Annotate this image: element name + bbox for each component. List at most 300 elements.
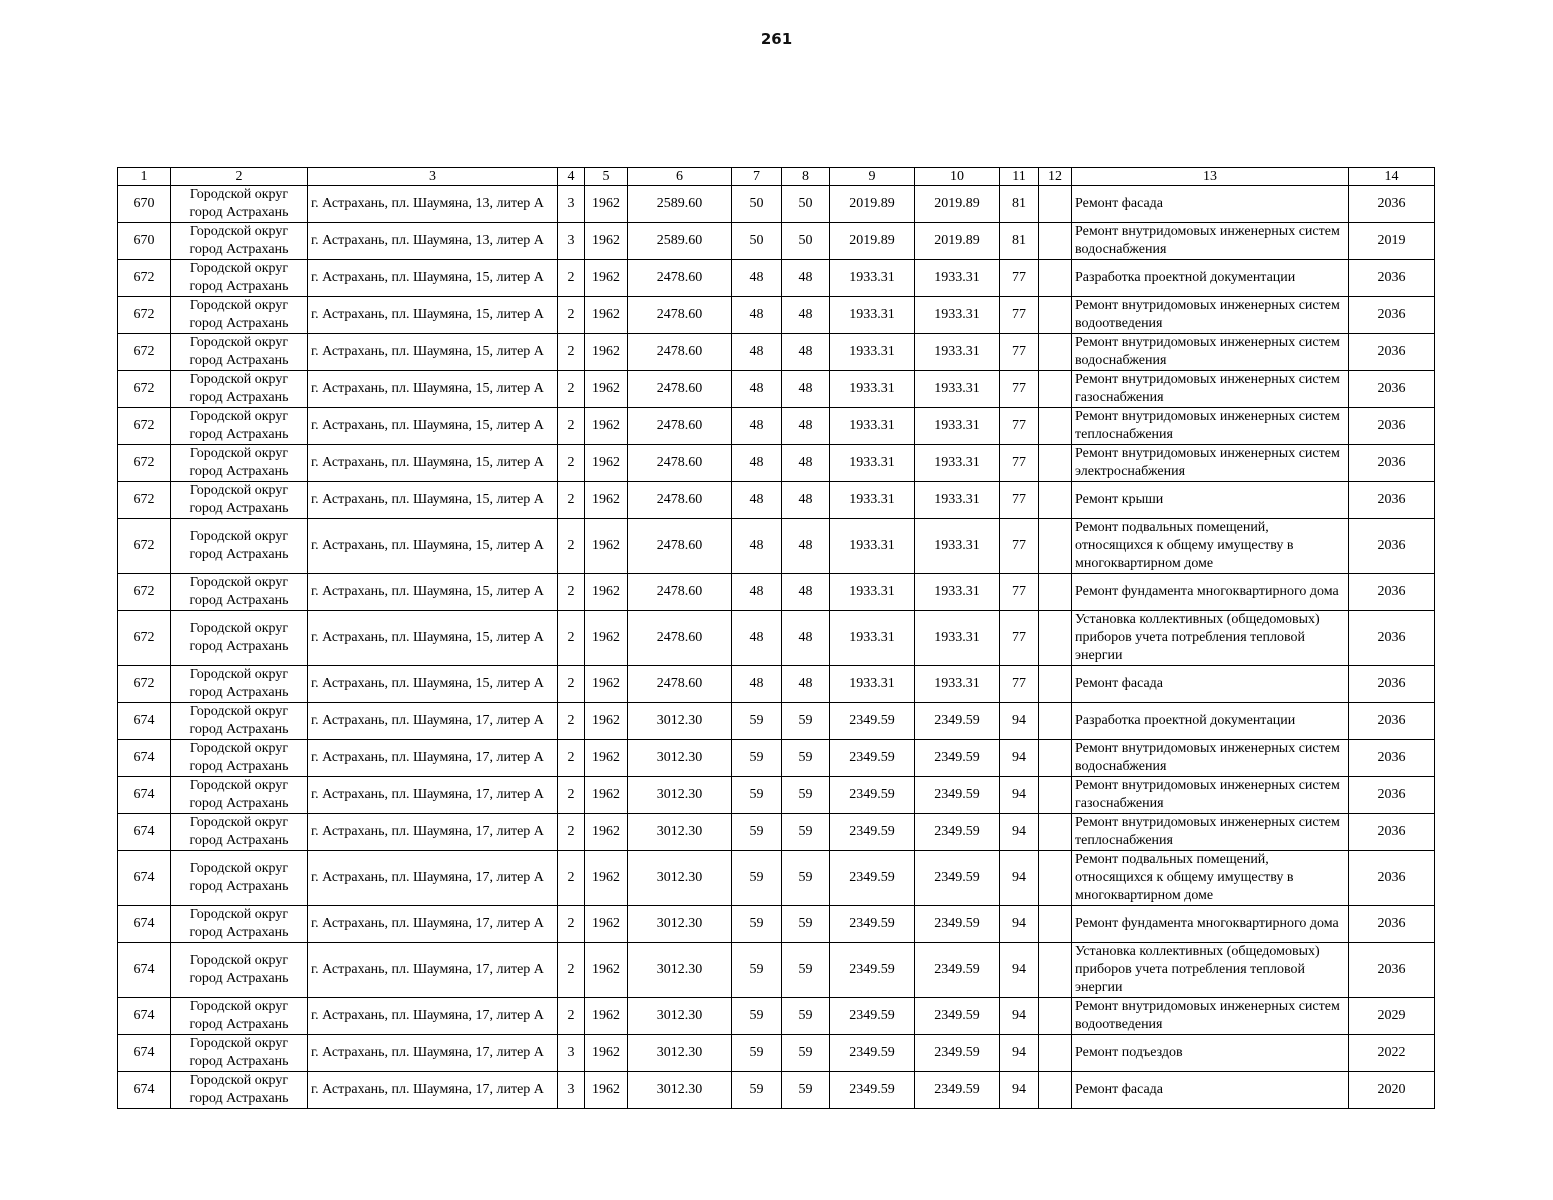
cell-planned-year: 2036	[1349, 611, 1435, 666]
cell-col-9: 2349.59	[830, 777, 915, 814]
cell-col-12	[1039, 371, 1072, 408]
column-header: 4	[558, 168, 585, 186]
cell-number: 672	[118, 445, 171, 482]
cell-municipality: Городской округ город Астрахань	[171, 998, 308, 1035]
cell-area: 3012.30	[628, 1072, 732, 1109]
cell-col-12	[1039, 519, 1072, 574]
cell-col-7: 59	[732, 703, 782, 740]
cell-col-12	[1039, 482, 1072, 519]
cell-col-7: 59	[732, 777, 782, 814]
table-row	[118, 666, 1435, 703]
cell-col-4: 2	[558, 519, 585, 574]
cell-municipality: Городской округ город Астрахань	[171, 574, 308, 611]
cell-planned-year: 2036	[1349, 574, 1435, 611]
cell-col-4: 2	[558, 611, 585, 666]
cell-area: 2478.60	[628, 666, 732, 703]
register-table	[117, 167, 1435, 1109]
cell-number: 672	[118, 482, 171, 519]
cell-address: г. Астрахань, пл. Шаумяна, 15, литер А	[308, 445, 558, 482]
cell-address: г. Астрахань, пл. Шаумяна, 13, литер А	[308, 223, 558, 260]
cell-col-11: 94	[1000, 998, 1039, 1035]
cell-year-built: 1962	[585, 297, 628, 334]
cell-col-7: 59	[732, 851, 782, 906]
column-header: 7	[732, 168, 782, 186]
cell-year-built: 1962	[585, 906, 628, 943]
cell-year-built: 1962	[585, 1035, 628, 1072]
cell-col-4: 2	[558, 777, 585, 814]
cell-col-11: 77	[1000, 611, 1039, 666]
cell-col-7: 48	[732, 334, 782, 371]
cell-address: г. Астрахань, пл. Шаумяна, 15, литер А	[308, 482, 558, 519]
cell-planned-year: 2036	[1349, 666, 1435, 703]
cell-planned-year: 2036	[1349, 260, 1435, 297]
cell-year-built: 1962	[585, 740, 628, 777]
table-row	[118, 611, 1435, 666]
cell-municipality: Городской округ город Астрахань	[171, 740, 308, 777]
cell-area: 2478.60	[628, 260, 732, 297]
column-header: 1	[118, 168, 171, 186]
cell-col-10: 2349.59	[915, 943, 1000, 998]
cell-col-12	[1039, 445, 1072, 482]
cell-col-7: 48	[732, 408, 782, 445]
column-header: 3	[308, 168, 558, 186]
cell-col-12	[1039, 1035, 1072, 1072]
cell-col-4: 2	[558, 371, 585, 408]
cell-col-9: 2019.89	[830, 186, 915, 223]
cell-col-11: 94	[1000, 851, 1039, 906]
cell-col-7: 50	[732, 223, 782, 260]
cell-col-7: 59	[732, 943, 782, 998]
cell-col-10: 1933.31	[915, 260, 1000, 297]
cell-address: г. Астрахань, пл. Шаумяна, 15, литер А	[308, 666, 558, 703]
cell-col-4: 2	[558, 814, 585, 851]
cell-col-9: 2349.59	[830, 851, 915, 906]
cell-col-10: 2349.59	[915, 851, 1000, 906]
cell-col-12	[1039, 574, 1072, 611]
cell-col-4: 2	[558, 851, 585, 906]
cell-col-9: 2349.59	[830, 1072, 915, 1109]
cell-municipality: Городской округ город Астрахань	[171, 943, 308, 998]
cell-col-9: 1933.31	[830, 445, 915, 482]
cell-col-9: 2349.59	[830, 1035, 915, 1072]
cell-col-8: 48	[782, 445, 830, 482]
cell-col-10: 1933.31	[915, 482, 1000, 519]
cell-year-built: 1962	[585, 574, 628, 611]
cell-number: 674	[118, 1035, 171, 1072]
table-row	[118, 740, 1435, 777]
cell-col-7: 48	[732, 371, 782, 408]
column-header: 11	[1000, 168, 1039, 186]
cell-work-type: Ремонт подвальных помещений, относящихся к общему имуществу в многоквартирном доме	[1072, 851, 1349, 906]
cell-col-9: 2349.59	[830, 906, 915, 943]
cell-col-7: 48	[732, 482, 782, 519]
cell-planned-year: 2019	[1349, 223, 1435, 260]
cell-col-4: 2	[558, 574, 585, 611]
cell-work-type: Ремонт внутридомовых инженерных систем водоснабжения	[1072, 740, 1349, 777]
cell-col-11: 94	[1000, 1035, 1039, 1072]
cell-col-7: 48	[732, 611, 782, 666]
cell-col-11: 94	[1000, 703, 1039, 740]
cell-planned-year: 2036	[1349, 740, 1435, 777]
cell-col-9: 1933.31	[830, 611, 915, 666]
cell-number: 674	[118, 1072, 171, 1109]
table-row	[118, 703, 1435, 740]
cell-col-9: 2349.59	[830, 998, 915, 1035]
table-row	[118, 223, 1435, 260]
cell-col-10: 1933.31	[915, 408, 1000, 445]
cell-col-10: 2349.59	[915, 740, 1000, 777]
cell-municipality: Городской округ город Астрахань	[171, 703, 308, 740]
cell-work-type: Ремонт внутридомовых инженерных систем водоснабжения	[1072, 334, 1349, 371]
cell-address: г. Астрахань, пл. Шаумяна, 17, литер А	[308, 906, 558, 943]
cell-col-7: 59	[732, 1035, 782, 1072]
cell-col-8: 50	[782, 186, 830, 223]
cell-planned-year: 2036	[1349, 445, 1435, 482]
cell-col-8: 59	[782, 703, 830, 740]
cell-col-8: 48	[782, 334, 830, 371]
cell-work-type: Установка коллективных (общедомовых) приборов учета потребления тепловой энергии	[1072, 611, 1349, 666]
cell-area: 3012.30	[628, 943, 732, 998]
cell-number: 674	[118, 740, 171, 777]
cell-col-9: 1933.31	[830, 666, 915, 703]
cell-work-type: Установка коллективных (общедомовых) приборов учета потребления тепловой энергии	[1072, 943, 1349, 998]
cell-planned-year: 2036	[1349, 371, 1435, 408]
cell-col-10: 2349.59	[915, 1035, 1000, 1072]
column-header: 5	[585, 168, 628, 186]
cell-address: г. Астрахань, пл. Шаумяна, 13, литер А	[308, 186, 558, 223]
cell-col-11: 81	[1000, 186, 1039, 223]
cell-col-7: 50	[732, 186, 782, 223]
cell-year-built: 1962	[585, 943, 628, 998]
cell-planned-year: 2020	[1349, 1072, 1435, 1109]
cell-col-9: 1933.31	[830, 482, 915, 519]
cell-col-8: 48	[782, 519, 830, 574]
cell-col-9: 1933.31	[830, 574, 915, 611]
cell-municipality: Городской округ город Астрахань	[171, 777, 308, 814]
table-row	[118, 334, 1435, 371]
cell-col-10: 1933.31	[915, 334, 1000, 371]
cell-planned-year: 2036	[1349, 297, 1435, 334]
cell-area: 2478.60	[628, 334, 732, 371]
cell-col-8: 48	[782, 611, 830, 666]
cell-col-8: 59	[782, 998, 830, 1035]
cell-col-12	[1039, 186, 1072, 223]
cell-area: 2478.60	[628, 408, 732, 445]
table-row	[118, 260, 1435, 297]
cell-address: г. Астрахань, пл. Шаумяна, 15, литер А	[308, 408, 558, 445]
cell-work-type: Разработка проектной документации	[1072, 703, 1349, 740]
cell-number: 672	[118, 611, 171, 666]
cell-area: 3012.30	[628, 703, 732, 740]
table-row	[118, 1072, 1435, 1109]
cell-col-8: 59	[782, 814, 830, 851]
cell-col-11: 77	[1000, 408, 1039, 445]
cell-col-4: 2	[558, 906, 585, 943]
cell-area: 3012.30	[628, 777, 732, 814]
cell-address: г. Астрахань, пл. Шаумяна, 17, литер А	[308, 998, 558, 1035]
cell-address: г. Астрахань, пл. Шаумяна, 17, литер А	[308, 1072, 558, 1109]
cell-col-8: 59	[782, 906, 830, 943]
cell-area: 3012.30	[628, 1035, 732, 1072]
cell-year-built: 1962	[585, 851, 628, 906]
cell-address: г. Астрахань, пл. Шаумяна, 15, литер А	[308, 297, 558, 334]
cell-address: г. Астрахань, пл. Шаумяна, 17, литер А	[308, 740, 558, 777]
cell-col-10: 2349.59	[915, 703, 1000, 740]
cell-col-10: 1933.31	[915, 666, 1000, 703]
cell-planned-year: 2036	[1349, 334, 1435, 371]
cell-address: г. Астрахань, пл. Шаумяна, 15, литер А	[308, 611, 558, 666]
cell-col-10: 2349.59	[915, 814, 1000, 851]
cell-col-12	[1039, 666, 1072, 703]
cell-municipality: Городской округ город Астрахань	[171, 666, 308, 703]
cell-col-7: 48	[732, 297, 782, 334]
cell-year-built: 1962	[585, 814, 628, 851]
cell-year-built: 1962	[585, 408, 628, 445]
cell-work-type: Ремонт внутридомовых инженерных систем газоснабжения	[1072, 777, 1349, 814]
cell-address: г. Астрахань, пл. Шаумяна, 17, литер А	[308, 777, 558, 814]
cell-col-4: 3	[558, 186, 585, 223]
cell-work-type: Ремонт фасада	[1072, 1072, 1349, 1109]
cell-col-8: 59	[782, 1035, 830, 1072]
cell-work-type: Ремонт крыши	[1072, 482, 1349, 519]
table-row	[118, 297, 1435, 334]
cell-col-11: 77	[1000, 297, 1039, 334]
cell-col-8: 48	[782, 371, 830, 408]
cell-col-10: 2349.59	[915, 906, 1000, 943]
cell-municipality: Городской округ город Астрахань	[171, 408, 308, 445]
column-header: 8	[782, 168, 830, 186]
cell-number: 670	[118, 186, 171, 223]
cell-address: г. Астрахань, пл. Шаумяна, 17, литер А	[308, 851, 558, 906]
cell-area: 2478.60	[628, 482, 732, 519]
cell-col-4: 3	[558, 1035, 585, 1072]
cell-municipality: Городской округ город Астрахань	[171, 814, 308, 851]
cell-municipality: Городской округ город Астрахань	[171, 611, 308, 666]
cell-number: 674	[118, 943, 171, 998]
cell-work-type: Ремонт внутридомовых инженерных систем водоснабжения	[1072, 223, 1349, 260]
cell-work-type: Разработка проектной документации	[1072, 260, 1349, 297]
cell-area: 3012.30	[628, 851, 732, 906]
cell-area: 3012.30	[628, 740, 732, 777]
cell-work-type: Ремонт фундамента многоквартирного дома	[1072, 906, 1349, 943]
cell-area: 3012.30	[628, 998, 732, 1035]
cell-col-4: 3	[558, 1072, 585, 1109]
cell-year-built: 1962	[585, 611, 628, 666]
cell-municipality: Городской округ город Астрахань	[171, 851, 308, 906]
cell-planned-year: 2036	[1349, 943, 1435, 998]
cell-col-11: 77	[1000, 260, 1039, 297]
cell-col-7: 59	[732, 740, 782, 777]
cell-col-12	[1039, 703, 1072, 740]
cell-address: г. Астрахань, пл. Шаумяна, 15, литер А	[308, 574, 558, 611]
cell-area: 3012.30	[628, 814, 732, 851]
cell-municipality: Городской округ город Астрахань	[171, 445, 308, 482]
cell-col-12	[1039, 334, 1072, 371]
cell-number: 672	[118, 297, 171, 334]
cell-planned-year: 2029	[1349, 998, 1435, 1035]
cell-col-7: 48	[732, 519, 782, 574]
cell-work-type: Ремонт фундамента многоквартирного дома	[1072, 574, 1349, 611]
cell-area: 2478.60	[628, 611, 732, 666]
cell-col-10: 2349.59	[915, 998, 1000, 1035]
cell-col-8: 48	[782, 260, 830, 297]
cell-area: 2478.60	[628, 297, 732, 334]
column-header: 12	[1039, 168, 1072, 186]
column-header: 13	[1072, 168, 1349, 186]
cell-col-12	[1039, 943, 1072, 998]
cell-number: 672	[118, 334, 171, 371]
cell-col-11: 77	[1000, 666, 1039, 703]
cell-col-8: 48	[782, 482, 830, 519]
cell-col-4: 2	[558, 703, 585, 740]
cell-year-built: 1962	[585, 445, 628, 482]
table-row	[118, 482, 1435, 519]
cell-planned-year: 2036	[1349, 519, 1435, 574]
cell-area: 2478.60	[628, 445, 732, 482]
cell-number: 672	[118, 519, 171, 574]
cell-address: г. Астрахань, пл. Шаумяна, 15, литер А	[308, 371, 558, 408]
cell-work-type: Ремонт фасада	[1072, 186, 1349, 223]
cell-col-9: 2349.59	[830, 814, 915, 851]
cell-col-4: 3	[558, 223, 585, 260]
cell-area: 2589.60	[628, 186, 732, 223]
cell-planned-year: 2036	[1349, 906, 1435, 943]
cell-col-10: 1933.31	[915, 611, 1000, 666]
column-header: 14	[1349, 168, 1435, 186]
column-number-row	[118, 168, 1435, 186]
table-row	[118, 851, 1435, 906]
cell-work-type: Ремонт внутридомовых инженерных систем водоотведения	[1072, 297, 1349, 334]
cell-number: 672	[118, 574, 171, 611]
cell-municipality: Городской округ город Астрахань	[171, 186, 308, 223]
cell-address: г. Астрахань, пл. Шаумяна, 15, литер А	[308, 519, 558, 574]
table-row	[118, 574, 1435, 611]
cell-col-10: 2019.89	[915, 186, 1000, 223]
cell-number: 670	[118, 223, 171, 260]
cell-area: 2478.60	[628, 371, 732, 408]
cell-municipality: Городской округ город Астрахань	[171, 482, 308, 519]
cell-col-10: 1933.31	[915, 574, 1000, 611]
cell-col-9: 1933.31	[830, 408, 915, 445]
cell-col-11: 94	[1000, 1072, 1039, 1109]
cell-number: 674	[118, 814, 171, 851]
cell-year-built: 1962	[585, 1072, 628, 1109]
table-row	[118, 186, 1435, 223]
cell-col-11: 94	[1000, 777, 1039, 814]
cell-col-9: 1933.31	[830, 334, 915, 371]
table-row	[118, 1035, 1435, 1072]
column-header: 6	[628, 168, 732, 186]
cell-col-10: 1933.31	[915, 445, 1000, 482]
cell-col-10: 2349.59	[915, 1072, 1000, 1109]
cell-col-4: 2	[558, 334, 585, 371]
cell-col-12	[1039, 777, 1072, 814]
cell-col-8: 48	[782, 666, 830, 703]
cell-col-9: 1933.31	[830, 260, 915, 297]
cell-municipality: Городской округ город Астрахань	[171, 519, 308, 574]
cell-col-11: 94	[1000, 740, 1039, 777]
cell-col-12	[1039, 998, 1072, 1035]
cell-planned-year: 2036	[1349, 482, 1435, 519]
cell-col-4: 2	[558, 666, 585, 703]
cell-address: г. Астрахань, пл. Шаумяна, 17, литер А	[308, 703, 558, 740]
cell-municipality: Городской округ город Астрахань	[171, 260, 308, 297]
cell-year-built: 1962	[585, 223, 628, 260]
cell-municipality: Городской округ город Астрахань	[171, 297, 308, 334]
cell-number: 674	[118, 777, 171, 814]
cell-area: 3012.30	[628, 906, 732, 943]
cell-col-11: 77	[1000, 482, 1039, 519]
cell-planned-year: 2036	[1349, 814, 1435, 851]
page-number: 261	[760, 30, 793, 48]
cell-year-built: 1962	[585, 666, 628, 703]
cell-col-12	[1039, 223, 1072, 260]
cell-number: 674	[118, 998, 171, 1035]
cell-col-9: 1933.31	[830, 519, 915, 574]
cell-address: г. Астрахань, пл. Шаумяна, 17, литер А	[308, 1035, 558, 1072]
cell-col-7: 48	[732, 574, 782, 611]
cell-col-7: 59	[732, 906, 782, 943]
cell-work-type: Ремонт внутридомовых инженерных систем газоснабжения	[1072, 371, 1349, 408]
table-row	[118, 906, 1435, 943]
cell-work-type: Ремонт подвальных помещений, относящихся к общему имуществу в многоквартирном доме	[1072, 519, 1349, 574]
cell-col-11: 94	[1000, 814, 1039, 851]
cell-col-11: 77	[1000, 445, 1039, 482]
cell-col-12	[1039, 1072, 1072, 1109]
cell-year-built: 1962	[585, 519, 628, 574]
cell-col-9: 2349.59	[830, 703, 915, 740]
cell-col-12	[1039, 297, 1072, 334]
cell-year-built: 1962	[585, 998, 628, 1035]
column-header: 2	[171, 168, 308, 186]
cell-col-11: 94	[1000, 943, 1039, 998]
cell-year-built: 1962	[585, 371, 628, 408]
table-row	[118, 814, 1435, 851]
cell-number: 674	[118, 703, 171, 740]
cell-col-12	[1039, 260, 1072, 297]
cell-year-built: 1962	[585, 482, 628, 519]
cell-year-built: 1962	[585, 777, 628, 814]
cell-number: 672	[118, 371, 171, 408]
table-row	[118, 408, 1435, 445]
cell-col-11: 77	[1000, 334, 1039, 371]
cell-col-8: 59	[782, 851, 830, 906]
cell-area: 2478.60	[628, 519, 732, 574]
cell-col-10: 1933.31	[915, 371, 1000, 408]
cell-planned-year: 2022	[1349, 1035, 1435, 1072]
cell-col-8: 59	[782, 943, 830, 998]
cell-col-7: 48	[732, 260, 782, 297]
cell-col-8: 59	[782, 740, 830, 777]
cell-planned-year: 2036	[1349, 408, 1435, 445]
cell-area: 2589.60	[628, 223, 732, 260]
cell-col-11: 81	[1000, 223, 1039, 260]
cell-col-12	[1039, 740, 1072, 777]
cell-year-built: 1962	[585, 703, 628, 740]
cell-col-8: 48	[782, 408, 830, 445]
cell-col-9: 2349.59	[830, 943, 915, 998]
cell-col-4: 2	[558, 297, 585, 334]
cell-area: 2478.60	[628, 574, 732, 611]
cell-work-type: Ремонт внутридомовых инженерных систем теплоснабжения	[1072, 408, 1349, 445]
cell-col-4: 2	[558, 445, 585, 482]
cell-col-4: 2	[558, 943, 585, 998]
cell-number: 674	[118, 906, 171, 943]
cell-col-8: 59	[782, 1072, 830, 1109]
cell-col-8: 59	[782, 777, 830, 814]
cell-year-built: 1962	[585, 334, 628, 371]
cell-col-12	[1039, 851, 1072, 906]
